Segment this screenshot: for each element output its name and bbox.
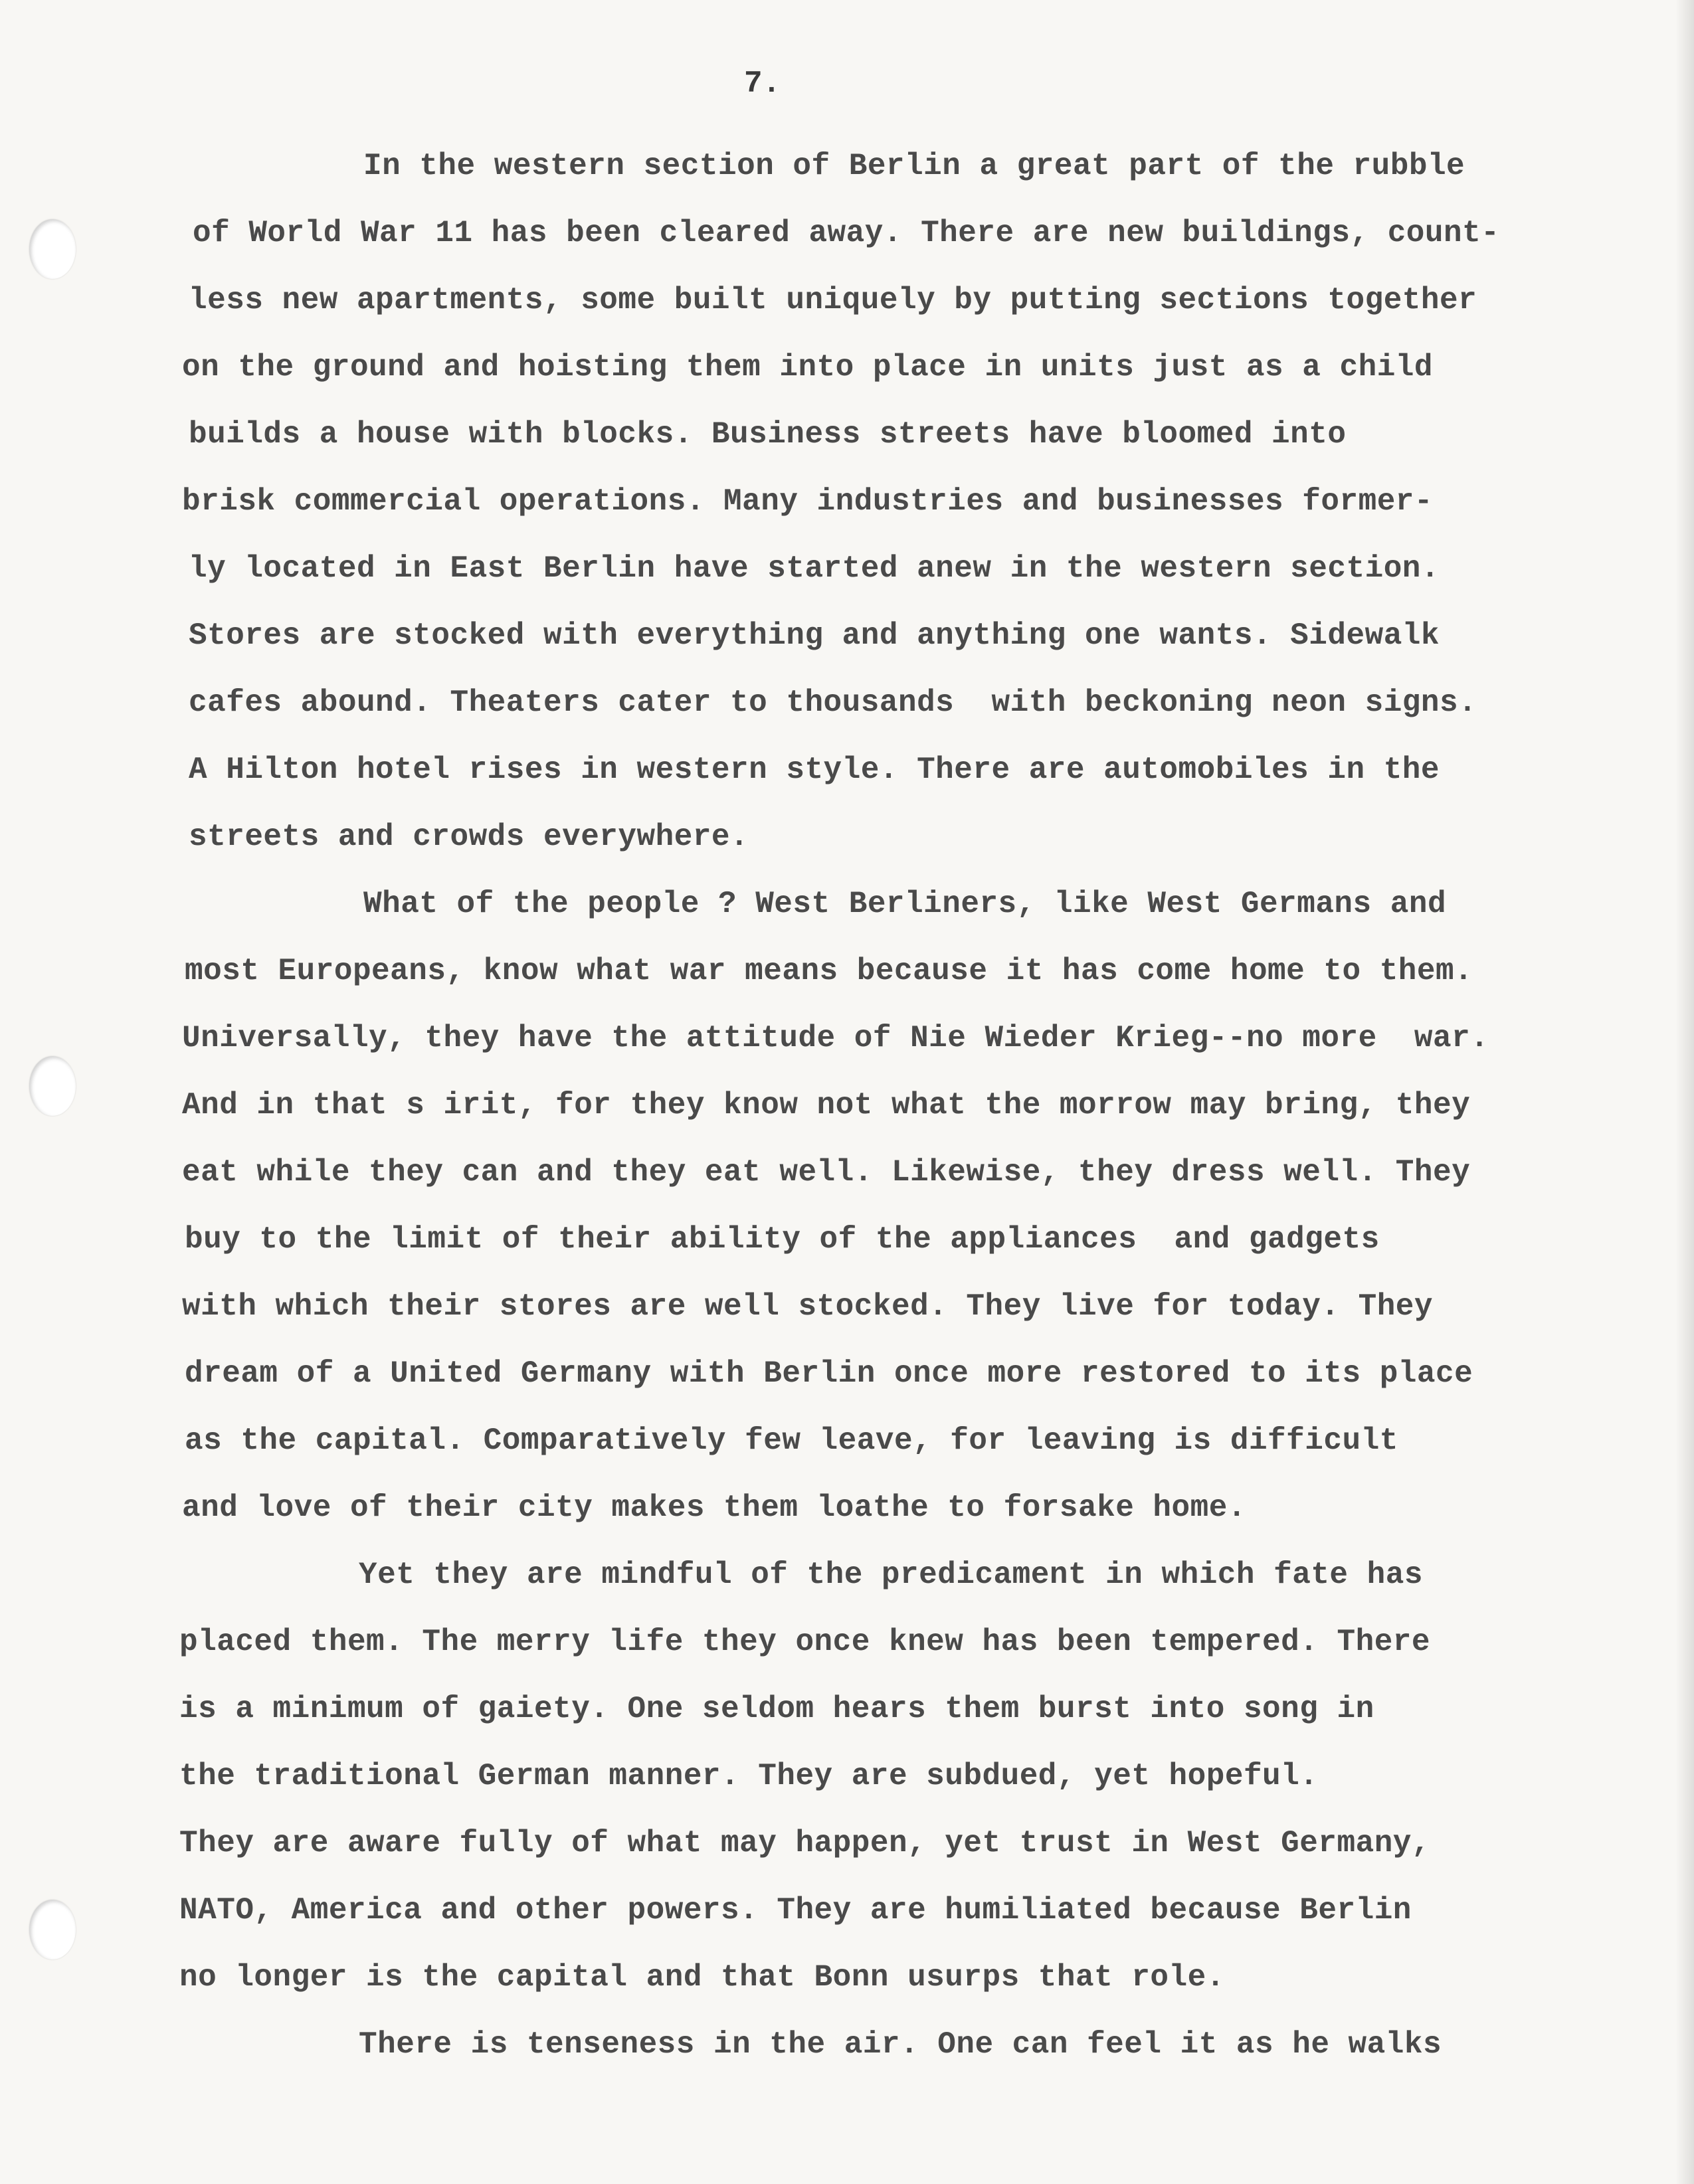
text-line: as the capital. Comparatively few leave, for leaving is difficult (185, 1423, 1398, 1458)
text-line: placed them. The merry life they once knew has been tempered. There (179, 1625, 1431, 1659)
punch-hole-middle (29, 1056, 76, 1116)
text-line: cafes abound. Theaters cater to thousands with beckoning neon signs. (189, 685, 1477, 720)
text-line: is a minimum of gaiety. One seldom hears them burst into song in (179, 1692, 1374, 1726)
text-line: of World War 11 has been cleared away. There are new buildings, count- (193, 216, 1500, 250)
typed-text-body (179, 133, 1561, 2078)
text-line: In the western section of Berlin a great part of the rubble (363, 149, 1465, 183)
page-edge-shadow (1675, 0, 1694, 2184)
text-line: Yet they are mindful of the predicament in which fate has (359, 1558, 1423, 1592)
punch-hole-top (29, 219, 76, 279)
text-line: no longer is the capital and that Bonn usurps that role. (179, 1960, 1225, 1995)
text-line: There is tenseness in the air. One can feel it as he walks (359, 2027, 1442, 2062)
text-line: NATO, America and other powers. They are humiliated because Berlin (179, 1893, 1412, 1928)
text-line: less new apartments, some built uniquely by putting sections together (189, 283, 1477, 318)
text-line: What of the people ? West Berliners, like West Germans and (363, 887, 1447, 921)
text-line: And in that s irit, for they know not what the morrow may bring, they (182, 1088, 1471, 1123)
text-line: buy to the limit of their ability of the appliances and gadgets (185, 1222, 1380, 1257)
text-line: A Hilton hotel rises in western style. There are automobiles in the (189, 753, 1440, 787)
text-line: They are aware fully of what may happen, yet trust in West Germany, (179, 1826, 1431, 1861)
page-number: 7. (744, 66, 781, 101)
text-line: on the ground and hoisting them into place in units just as a child (182, 350, 1434, 385)
text-line: dream of a United Germany with Berlin once more restored to its place (185, 1356, 1473, 1391)
text-line: ly located in East Berlin have started anew in the western section. (189, 551, 1440, 586)
text-line: the traditional German manner. They are subdued, yet hopeful. (179, 1759, 1319, 1793)
text-line: brisk commercial operations. Many industries and businesses former- (182, 484, 1434, 519)
text-line: most Europeans, know what war means because it has come home to them. (185, 954, 1473, 988)
text-line: and love of their city makes them loathe to forsake home. (182, 1491, 1246, 1525)
text-line: eat while they can and they eat well. Likewise, they dress well. They (182, 1155, 1471, 1190)
punch-hole-bottom (29, 1900, 76, 1959)
text-line: builds a house with blocks. Business streets have bloomed into (189, 417, 1347, 452)
text-line: Stores are stocked with everything and anything one wants. Sidewalk (189, 618, 1440, 653)
text-line: streets and crowds everywhere. (189, 820, 749, 854)
text-line: with which their stores are well stocked. They live for today. They (182, 1289, 1434, 1324)
text-line: Universally, they have the attitude of Nie Wieder Krieg--no more war. (182, 1021, 1489, 1055)
